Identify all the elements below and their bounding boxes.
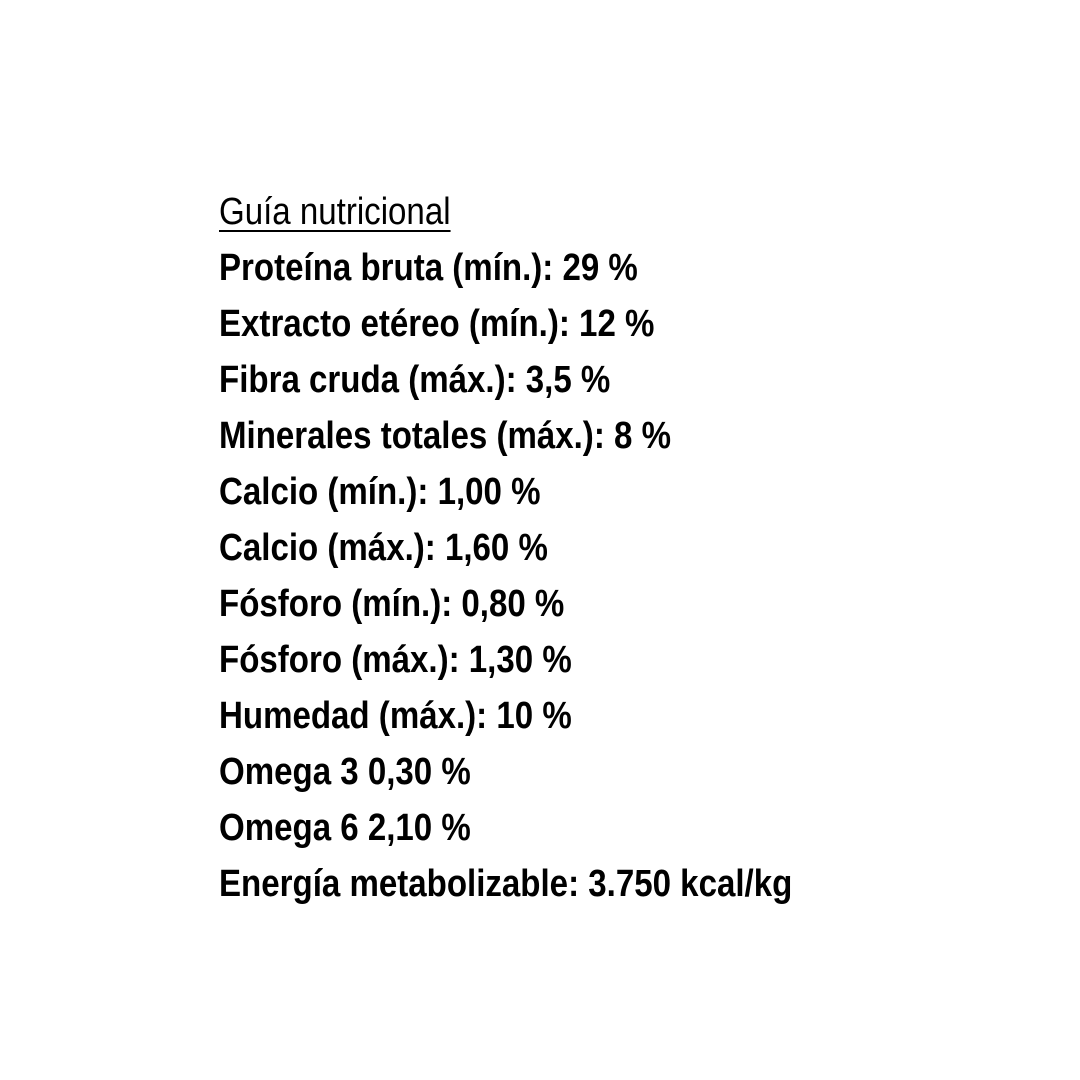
nutrition-row-calcium-max: Calcio (máx.): 1,60 %	[219, 527, 548, 569]
nutrition-row-phosphorus-max: Fósforo (máx.): 1,30 %	[219, 639, 572, 681]
nutrition-row-total-minerals: Minerales totales (máx.): 8 %	[219, 415, 671, 457]
nutrition-row-crude-fiber: Fibra cruda (máx.): 3,5 %	[219, 359, 611, 401]
nutrition-row-moisture: Humedad (máx.): 10 %	[219, 695, 572, 737]
nutrition-row-phosphorus-min: Fósforo (mín.): 0,80 %	[219, 583, 565, 625]
nutrition-row-omega-3: Omega 3 0,30 %	[219, 751, 471, 793]
nutrition-guide	[219, 184, 979, 912]
nutrition-guide-title: Guía nutricional	[219, 191, 451, 233]
nutrition-row-protein: Proteína bruta (mín.): 29 %	[219, 247, 638, 289]
nutrition-row-calcium-min: Calcio (mín.): 1,00 %	[219, 471, 541, 513]
nutrition-row-ether-extract: Extracto etéreo (mín.): 12 %	[219, 303, 655, 345]
nutrition-row-metabolizable-energy: Energía metabolizable: 3.750 kcal/kg	[219, 863, 793, 905]
nutrition-row-omega-6: Omega 6 2,10 %	[219, 807, 471, 849]
